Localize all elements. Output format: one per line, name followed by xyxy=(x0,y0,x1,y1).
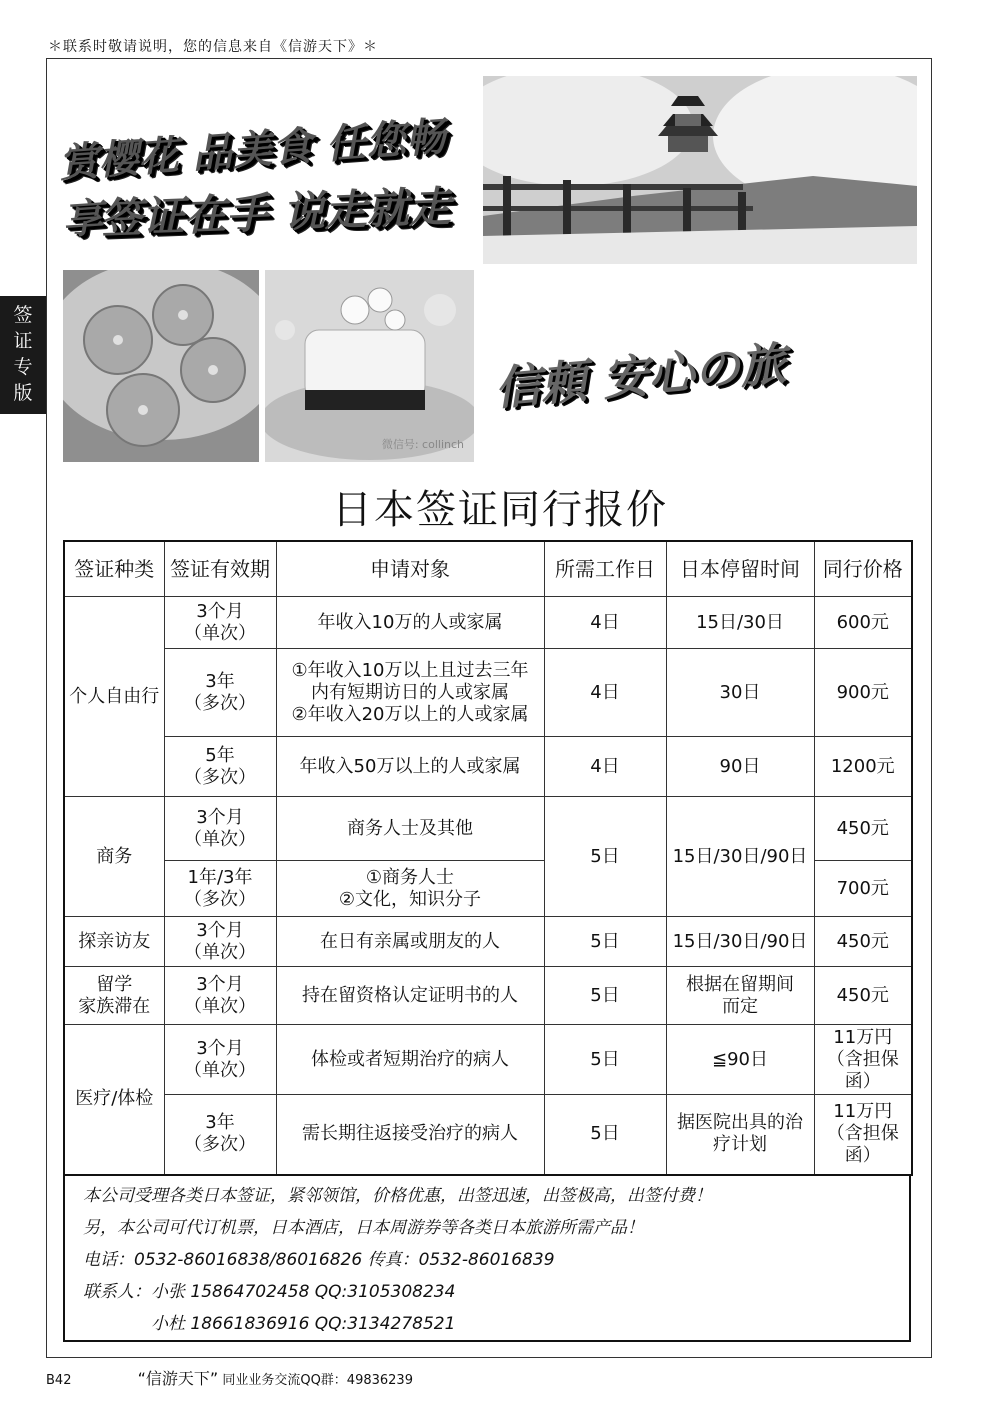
contact-line-1: 联系人：小张 15864702458 QQ:3105308234 xyxy=(83,1282,456,1302)
validity-cell: 3年 （多次） xyxy=(164,1095,276,1175)
days-cell: 4日 xyxy=(544,737,666,797)
castle-illustration xyxy=(483,76,917,264)
price-cell: 1200元 xyxy=(814,737,912,797)
page-number: B42 xyxy=(46,1373,72,1388)
table-header-row xyxy=(64,541,912,597)
stay-cell: 15日/30日/90日 xyxy=(666,917,814,967)
stay-cell: ≦90日 xyxy=(666,1025,814,1095)
header-visa-type: 签证种类 xyxy=(64,541,164,597)
price-cell: 600元 xyxy=(814,597,912,649)
price-cell: 450元 xyxy=(814,917,912,967)
table-row xyxy=(64,967,912,1025)
side-tab-char: 版 xyxy=(13,382,33,404)
company-info-box xyxy=(63,1174,911,1342)
side-tab-char: 签 xyxy=(13,304,33,326)
price-cell: 11万円 （含担保函） xyxy=(814,1025,912,1095)
header-stay: 日本停留时间 xyxy=(666,541,814,597)
sakura-cookie-illustration xyxy=(63,270,259,462)
company-products-line: 另，本公司可代订机票，日本酒店，日本周游券等各类日本旅游所需产品！ xyxy=(83,1218,644,1238)
validity-cell: 3年 （多次） xyxy=(164,649,276,737)
table-row xyxy=(64,917,912,967)
cookies-photo xyxy=(63,270,259,462)
visa-type-cell: 医疗/体检 xyxy=(64,1025,164,1175)
page-footer xyxy=(46,1366,413,1389)
table-row xyxy=(64,737,912,797)
price-table xyxy=(63,540,913,1176)
phone-fax-line: 电话：0532-86016838/86016826 传真：0532-86016839 xyxy=(83,1250,555,1270)
table-row xyxy=(64,597,912,649)
price-cell: 450元 xyxy=(814,797,912,861)
cake-illustration xyxy=(265,270,474,462)
page-title: 日本签证同行报价 xyxy=(332,487,668,533)
validity-cell: 3个月 （单次） xyxy=(164,1025,276,1095)
side-tab-char: 专 xyxy=(13,356,33,378)
table-row xyxy=(64,797,912,861)
header-applicant: 申请对象 xyxy=(276,541,544,597)
applicant-cell: 在日有亲属或朋友的人 xyxy=(276,917,544,967)
company-service-line: 本公司受理各类日本签证，紧邻领馆，价格优惠，出签迅速，出签极高，出签付费！ xyxy=(83,1186,712,1206)
applicant-cell: ①年收入10万以上且过去三年 内有短期访日的人或家属 ②年收入20万以上的人或家属 xyxy=(276,649,544,737)
stay-cell: 根据在留期间 而定 xyxy=(666,967,814,1025)
validity-cell: 1年/3年 （多次） xyxy=(164,861,276,917)
price-table-wrapper xyxy=(63,540,911,1176)
side-tab xyxy=(0,296,46,414)
visa-type-cell: 留学 家族滞在 xyxy=(64,967,164,1025)
visa-type-cell: 商务 xyxy=(64,797,164,917)
stay-cell: 30日 xyxy=(666,649,814,737)
table-row xyxy=(64,1095,912,1175)
days-cell: 5日 xyxy=(544,917,666,967)
stay-cell: 据医院出具的治 疗计划 xyxy=(666,1095,814,1175)
cake-watermark-caption: 微信号: collinch xyxy=(381,438,464,451)
validity-cell: 5年 （多次） xyxy=(164,737,276,797)
footer-brand: “信游天下” xyxy=(137,1369,219,1388)
days-cell: 4日 xyxy=(544,597,666,649)
validity-cell: 3个月 （单次） xyxy=(164,967,276,1025)
headline-line-2: 签证在手 说走就走 xyxy=(99,181,452,244)
applicant-cell: ①商务人士 ②文化，知识分子 xyxy=(276,861,544,917)
table-row xyxy=(64,649,912,737)
applicant-cell: 商务人士及其他 xyxy=(276,797,544,861)
cake-photo xyxy=(265,270,474,462)
validity-cell: 3个月 （单次） xyxy=(164,797,276,861)
castle-photo xyxy=(483,76,917,264)
side-tab-char: 证 xyxy=(13,330,33,352)
price-cell: 11万円 （含担保函） xyxy=(814,1095,912,1175)
stay-cell: 90日 xyxy=(666,737,814,797)
validity-cell: 3个月 （单次） xyxy=(164,597,276,649)
price-cell: 450元 xyxy=(814,967,912,1025)
visa-type-cell: 探亲访友 xyxy=(64,917,164,967)
top-note: ＊联系时敬请说明，您的信息来自《信游天下》＊ xyxy=(48,39,378,55)
applicant-cell: 年收入10万的人或家属 xyxy=(276,597,544,649)
stay-cell: 15日/30日 xyxy=(666,597,814,649)
validity-cell: 3个月 （单次） xyxy=(164,917,276,967)
contact-line-2: 小杜 18661836916 QQ:3134278521 xyxy=(151,1314,456,1334)
applicant-cell: 体检或者短期治疗的病人 xyxy=(276,1025,544,1095)
days-cell: 5日 xyxy=(544,797,666,917)
days-cell: 4日 xyxy=(544,649,666,737)
stay-cell: 15日/30日/90日 xyxy=(666,797,814,917)
slogan-art: 信頼 安心の旅 xyxy=(492,336,789,416)
header-validity: 签证有效期 xyxy=(164,541,276,597)
price-cell: 900元 xyxy=(814,649,912,737)
price-cell: 700元 xyxy=(814,861,912,917)
days-cell: 5日 xyxy=(544,1025,666,1095)
applicant-cell: 需长期往返接受治疗的病人 xyxy=(276,1095,544,1175)
visa-type-cell: 个人自由行 xyxy=(64,597,164,797)
applicant-cell: 持在留资格认定证明书的人 xyxy=(276,967,544,1025)
table-row xyxy=(64,1025,912,1095)
headline-art xyxy=(57,104,460,244)
headline-line-1: 赏樱花 品美食 任您畅享 xyxy=(57,113,448,244)
header-price: 同行价格 xyxy=(814,541,912,597)
applicant-cell: 年收入50万以上的人或家属 xyxy=(276,737,544,797)
header-working-days: 所需工作日 xyxy=(544,541,666,597)
days-cell: 5日 xyxy=(544,967,666,1025)
footer-qq-group: 同业业务交流QQ群：49836239 xyxy=(222,1373,413,1388)
days-cell: 5日 xyxy=(544,1095,666,1175)
